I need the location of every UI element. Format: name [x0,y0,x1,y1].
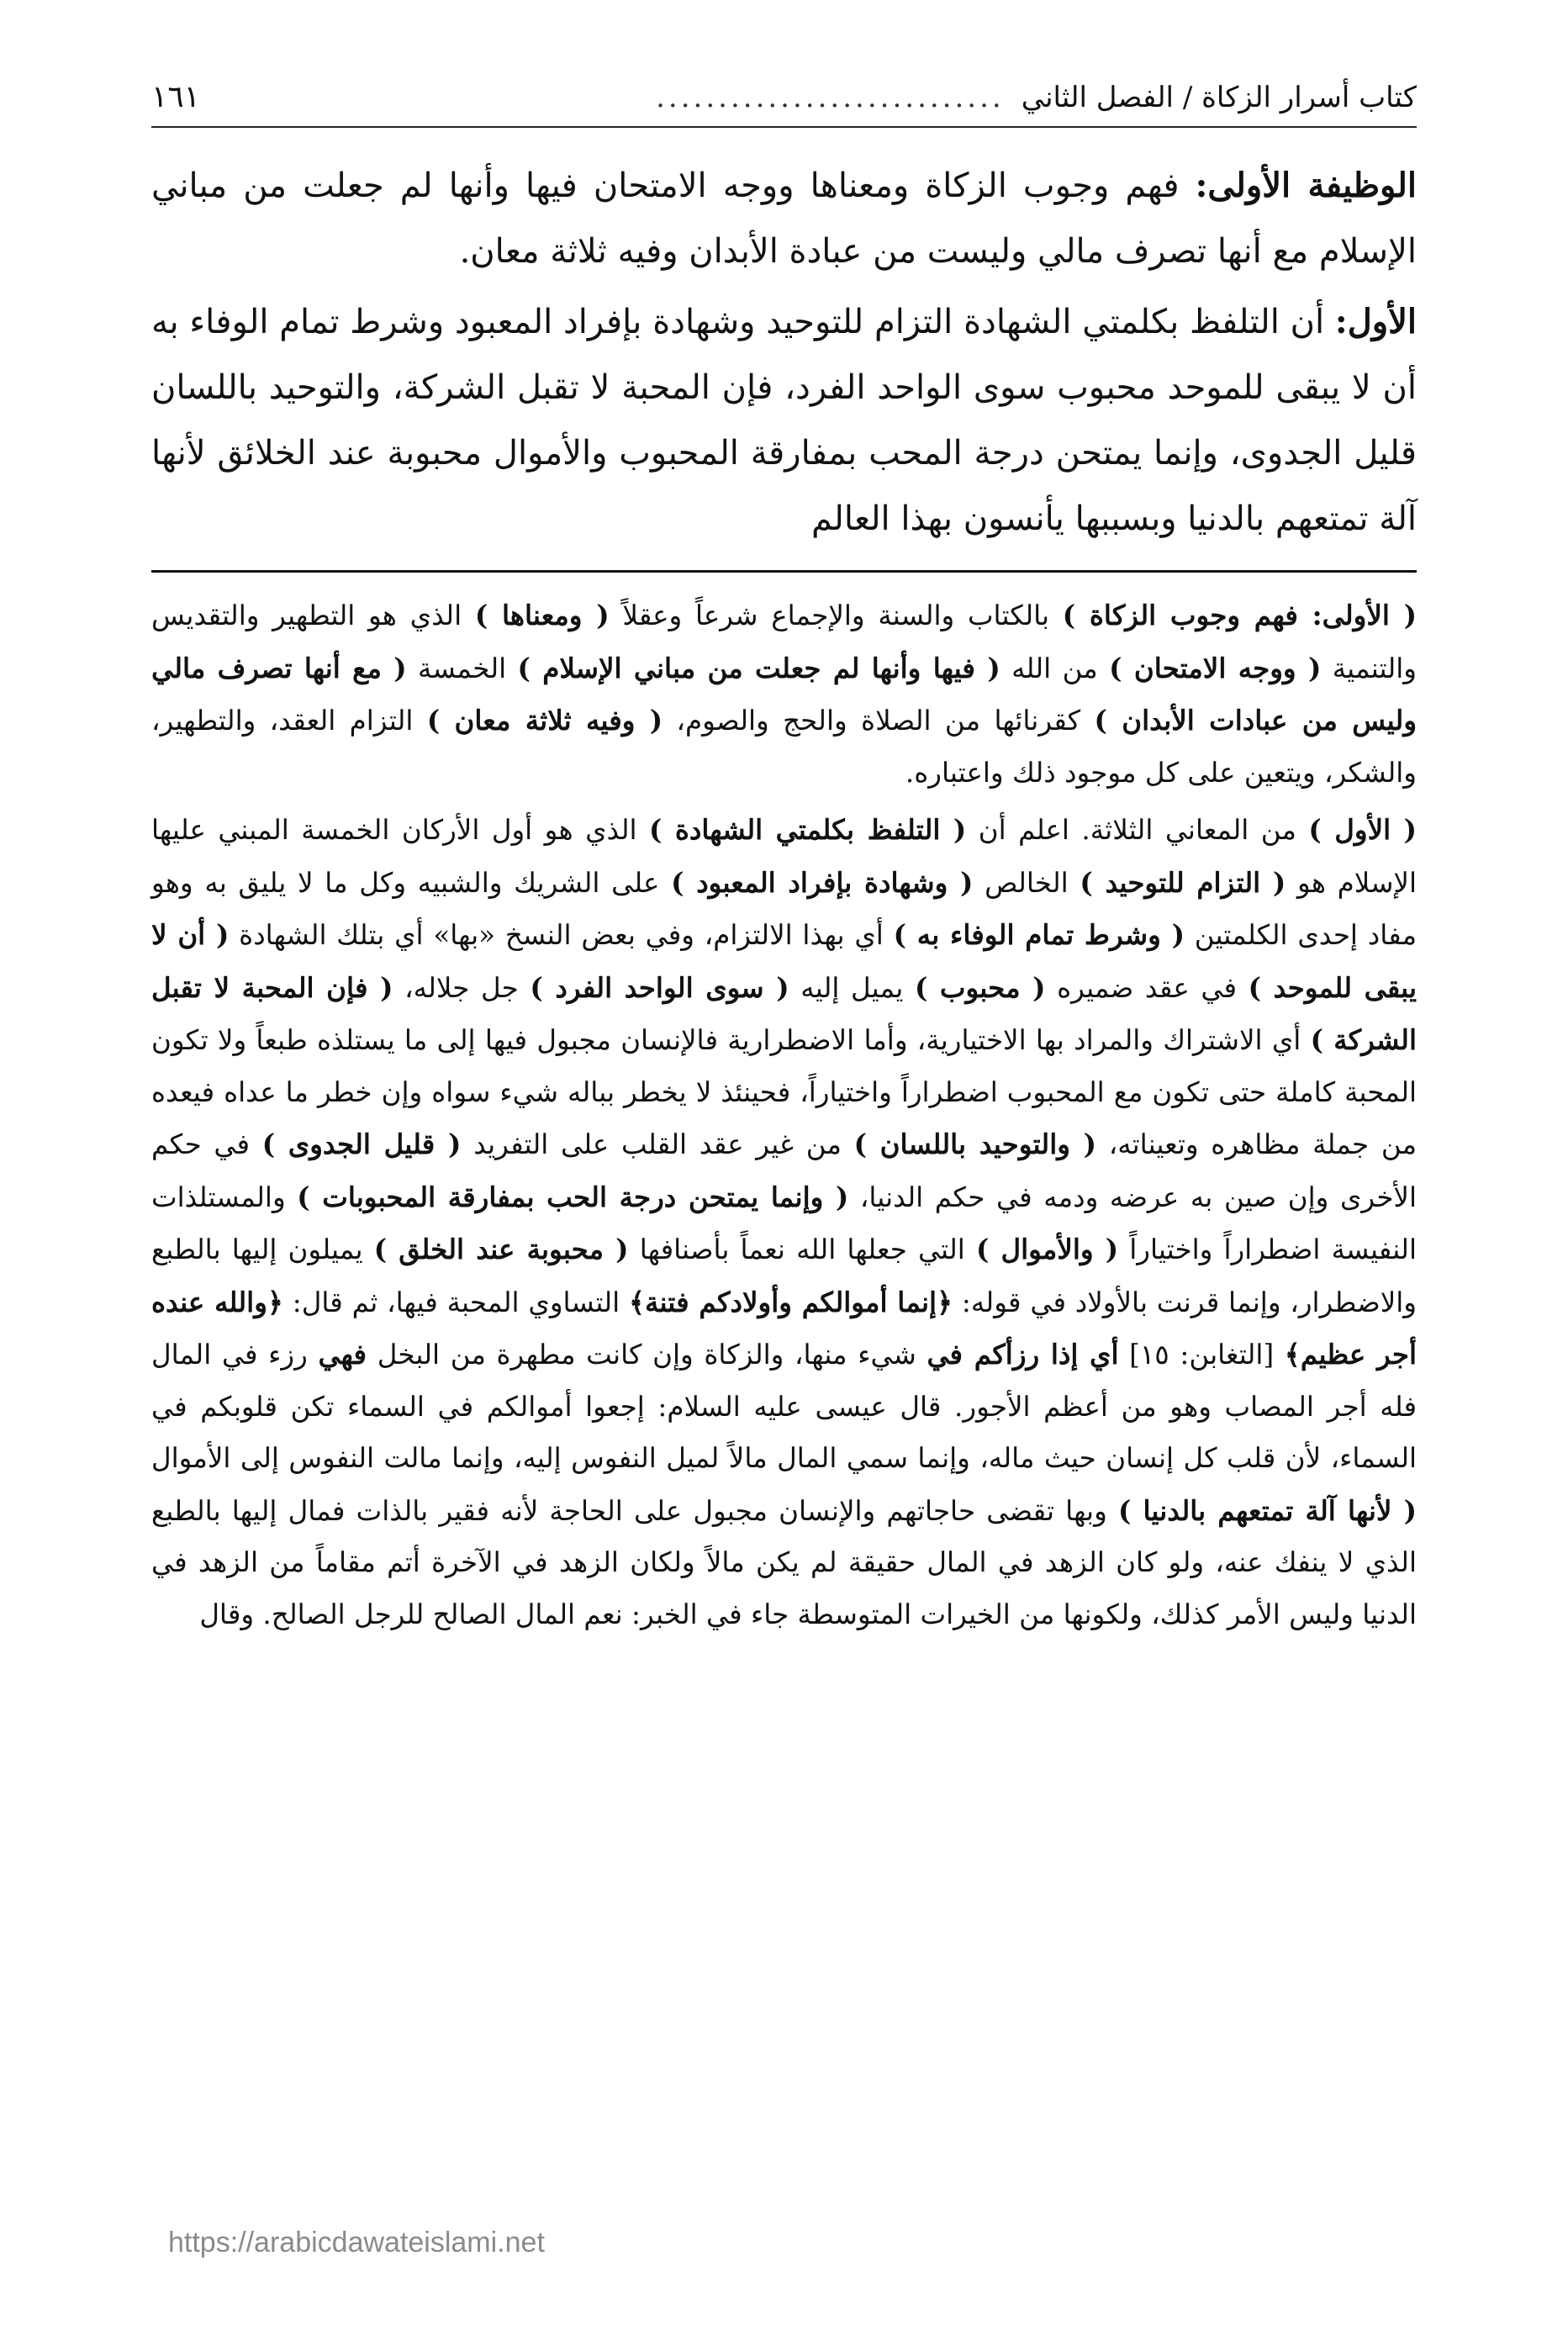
commentary-segment: أي الاشتراك والمراد بها الاختيارية، وأما الاضطرارية فالإنسان مجبول فيها إلى ما يستلذه طبعاً ولا تكون المحبة كاملة حتى تكون مع المحبوب اضطراراً واختياراً، فحينئذ لا يخطر بباله شيء سواه وإن خطر ما عداه فيعده من جملة مظاهره وتعيناته، [151,1024,1418,1160]
quoted-matn-segment: ﴿والله عنده أجر عظيم﴾ [151,1285,1417,1371]
footnote-divider [151,570,1417,573]
paragraph-body: فهم وجوب الزكاة ومعناها ووجه الامتحان فيها وأنها لم جعلت من مباني الإسلام مع أنها تصرف مالي وليست من عبادة الأبدان وفيه ثلاثة معان. [151,166,1417,271]
quoted-matn-segment: ( التزام للتوحيد ) [1080,865,1286,899]
quoted-matn-segment: ( فإن المحبة لا تقبل الشركة ) [151,970,1417,1056]
commentary-segment: بالكتاب والسنة والإجماع شرعاً وعقلاً [609,600,1063,631]
main-text [151,153,1417,552]
quoted-matn-segment: ( وإنما يمتحن درجة الحب بمفارقة المحبوبات ) [297,1180,849,1213]
commentary-segment: التساوي المحبة فيها، ثم قال: [282,1286,629,1318]
quoted-matn-segment: ( والأموال ) [975,1233,1119,1265]
commentary-segment: من المعاني الثلاثة. اعلم أن [966,814,1309,846]
commentary-paragraph [151,804,1417,1640]
commentary-segment: رزء في المال فله أجر المصاب وهو من أعظم الأجور. قال عيسى عليه السلام: إجعوا أموالكم في السماء تكن قلوبكم في السماء، لأن قلب كل إنسان حيث ماله، وإنما سمي المال مالاً لميل النفوس إليه، وإنما مالت النفوس إلى الأموال [151,1339,1417,1474]
commentary-segment: شيء منها، والزكاة وإن كانت مطهرة من البخل [367,1339,927,1371]
commentary-segment: في حكم الأخرى وإن صين به عرضه ودمه في حكم الدنيا، [151,1128,1417,1213]
quoted-matn-segment: ( والتوحيد باللسان ) [853,1128,1096,1160]
quoted-matn-segment: ( محبوبة عند الخلق ) [373,1233,629,1265]
book-page [151,80,1417,2234]
commentary-text [151,589,1417,1640]
paragraph-heading: الوظيفة الأولى: [1195,166,1417,205]
commentary-paragraph [151,589,1417,799]
quoted-matn-segment: ﴿إنما أموالكم وأولادكم فتنة﴾ [628,1285,953,1318]
quoted-matn-segment: ( محبوب ) [914,970,1046,1004]
main-paragraph [151,153,1417,284]
commentary-segment: يميلون إليها بالطبع والاضطرار، وإنما قرنت بالأولاد في قوله: [151,1234,1418,1318]
quoted-matn-segment: ( التلفظ بكلمتي الشهادة ) [649,813,967,846]
quoted-matn-segment: أي إذا رزأكم في [927,1338,1119,1371]
paragraph-heading: الأول: [1334,302,1417,341]
quoted-matn-segment: ( ومعناها ) [474,599,610,631]
commentary-segment: وبها تقضى حاجاتهم والإنسان مجبول على الحاجة لأنه فقير بالذات فمال إليها بالطبع الذي لا ينفك عنه، ولو كان الزهد في المال حقيقة لم يكن مالاً ولكان الزهد في الآخرة أتم مقاماً من الزهد في الدنيا وليس الأمر كذلك، ولكونها من الخيرات المتوسطة جاء في الخبر: نعم المال الصالح للرجل الصالح. وقال [151,1494,1417,1630]
header-dot-leader: ............................ [656,81,1005,114]
commentary-segment: الذي هو أول الأركان الخمسة المبني عليها الإسلام هو [151,814,1417,899]
paragraph-body: أن التلفظ بكلمتي الشهادة التزام للتوحيد وشهادة بإفراد المعبود وشرط تمام الوفاء به أن لا يبقى للموحد محبوب سوى الواحد الفرد، فإن المحبة لا تقبل الشركة، والتوحيد باللسان قليل الجدوى، وإنما يمتحن درجة المحب بمفارقة المحبوب والأموال محبوبة عند الخلائق لأنها آلة تمتعهم بالدنيا وبسببها يأنسون بهذا العالم [151,303,1417,538]
quoted-matn-segment: ( وشرط تمام الوفاء به ) [893,918,1185,951]
commentary-segment: من غير عقد القلب على التفريد [461,1128,854,1160]
commentary-segment: الخالص [973,866,1080,899]
commentary-segment: أي بهذا الالتزام، وفي بعض النسخ «بها» أي بتلك الشهادة [229,919,894,951]
commentary-segment: والمستلذات النفيسة اضطراراً واختياراً [151,1181,1417,1265]
quoted-matn-segment: ( لأنها آلة تمتعهم بالدنيا ) [1117,1493,1417,1527]
quoted-matn-segment: ( سوى الواحد الفرد ) [530,970,789,1004]
main-paragraph [151,289,1417,552]
commentary-segment: من الله [1000,652,1110,684]
commentary-segment: على الشريك والشبيه وكل ما لا يليق به وهو مفاد إحدى الكلمتين [151,866,1417,951]
quoted-matn-segment: ( أن لا يبقى للموحد ) [151,918,1417,1004]
quoted-matn-segment: ( قليل الجدوى ) [261,1128,462,1160]
quoted-matn-segment: ( وفيه ثلاثة معان ) [426,704,663,737]
commentary-segment: كقرنائها من الصلاة والحج والصوم، [663,705,1095,737]
quoted-matn-segment: ( الأول ) [1308,813,1418,846]
page-header [151,80,1417,128]
commentary-segment: في عقد ضميره [1045,971,1249,1004]
commentary-segment: التزام العقد، والتطهير، والشكر، ويتعين على كل موجود ذلك واعتباره. [151,705,1417,789]
commentary-segment: جل جلاله، [393,971,531,1004]
commentary-segment: يميل إليه [789,971,915,1004]
commentary-segment: الذي هو التطهير والتقديس والتنمية [151,600,1417,684]
quoted-matn-segment: ( فيها وأنها لم جعلت من مباني الإسلام ) [517,651,1000,684]
quoted-matn-segment: ( الأولى: فهم وجوب الزكاة ) [1062,599,1417,631]
quoted-matn-segment: فهي [318,1338,367,1371]
quoted-matn-segment: ( مع أنها تصرف مالي وليس من عبادات الأبدان ) [151,651,1418,737]
watermark-url: https://arabicdawateislami.net [168,2227,545,2258]
commentary-segment: التي جعلها الله نعماً بأصنافها [628,1234,976,1265]
commentary-segment: الخمسة [406,652,518,684]
quoted-matn-segment: ( وشهادة بإفراد المعبود ) [671,865,974,899]
commentary-segment: [التغابن: ١٥] [1118,1339,1285,1371]
running-title: كتاب أسرار الزكاة / الفصل الثاني [1021,81,1417,114]
page-number: ١٦١ [151,80,201,114]
quoted-matn-segment: ( ووجه الامتحان ) [1109,651,1322,684]
